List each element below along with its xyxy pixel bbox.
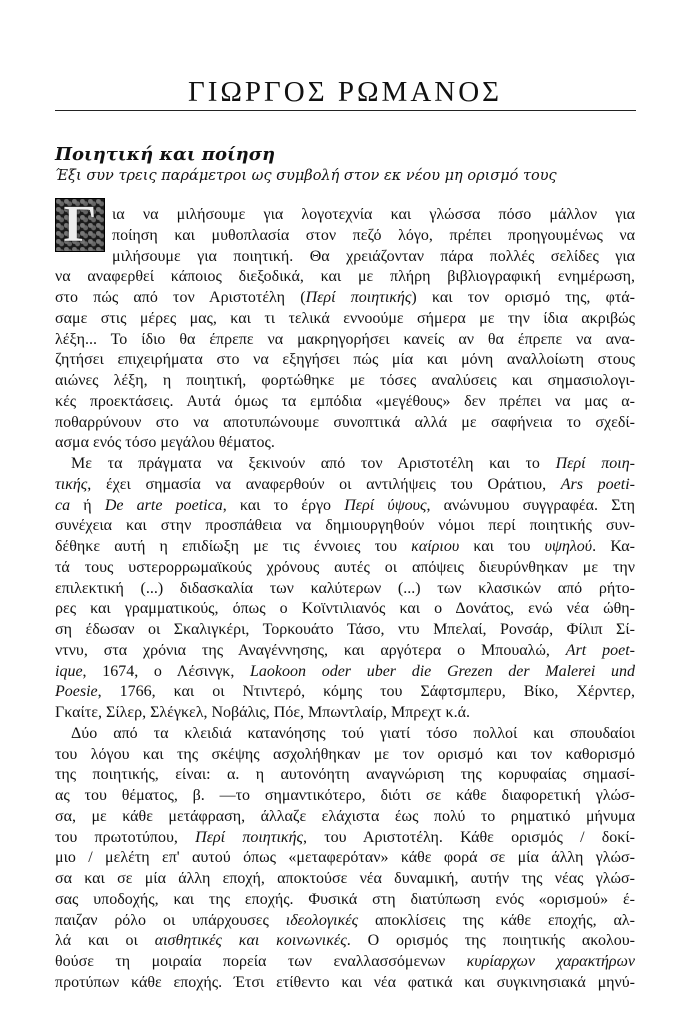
text-segment: , 1766, και οι Ντιντερό, κόμης του Σάφτσμπερυ, Βίκο, Χέρντερ, bbox=[97, 683, 635, 701]
italic-text: Περί ύψους bbox=[344, 496, 427, 514]
text-line bbox=[55, 516, 635, 537]
text-segment: συνέχεια και στην προσπάθεια να δημιουργηθούν νόμοι περί ποιητικής συν- bbox=[55, 517, 635, 535]
text-segment: ασμα ενός τόσο μεγάλου θέματος. bbox=[55, 434, 275, 452]
text-segment: , του Αριστοτέλη. Κάθε ορισμός / δοκί- bbox=[303, 828, 635, 846]
text-line bbox=[55, 662, 635, 683]
text-segment: Με τα πράγματα να ξεκινούν από τον Αριστοτέλη και το bbox=[71, 455, 556, 472]
italic-text: De arte poetica bbox=[104, 496, 223, 514]
italic-text: καίριου bbox=[411, 538, 460, 555]
text-line bbox=[55, 786, 635, 807]
text-line bbox=[55, 330, 635, 351]
text-segment: της ποιητικής, είναι: α. η αυτονόητη αναγνώριση της κορυφαίας σημασί- bbox=[55, 766, 635, 784]
italic-text: Περί ποιη- bbox=[555, 455, 635, 472]
text-line bbox=[55, 205, 635, 226]
text-segment: αποκλίσεις της κάθε εποχής, αλ- bbox=[358, 911, 635, 929]
text-segment: κές προεκτάσεις. Αυτά όμως τα εμπόδια «μεγέθους» δεν πρέπει να μας α- bbox=[55, 392, 635, 410]
italic-text: Laokoon oder uber die Grezen der Malerei und bbox=[250, 662, 636, 680]
text-line bbox=[55, 828, 635, 849]
italic-text: αισθητικές και κοινωνικές bbox=[154, 932, 347, 950]
text-line bbox=[55, 807, 635, 828]
text-segment: τά τους υστερορρωμαϊκούς χρόνους αυτές οι απόψεις διευρύνθηκαν με την bbox=[55, 558, 635, 576]
text-line bbox=[55, 454, 635, 475]
italic-text: κυρίαρχων χαρακτήρων bbox=[466, 953, 635, 970]
text-segment: ποίηση και μυθοπλασία στον πεζό λόγο, πρέπει προηγουμένως να bbox=[112, 226, 635, 244]
italic-text: ca bbox=[55, 496, 71, 514]
text-segment: ντνυ, στα χρόνια της Αναγέννησης, και αργότερα ο Μπουαλώ, bbox=[55, 641, 566, 659]
text-segment: ή bbox=[70, 496, 105, 514]
section-subtitle: Έξι συν τρεις παράμετροι ως συμβολή στον εκ νέου μη ορισμό τους bbox=[55, 168, 557, 184]
text-line bbox=[55, 267, 635, 288]
text-line bbox=[55, 599, 635, 620]
text-segment: Δύο από τα κλειδιά κατανόησης τού γιατί τόσο πολλοί και σπουδαίοι bbox=[71, 724, 635, 742]
text-segment: Γκαίτε, Σίλερ, Σλέγκελ, Νοβάλις, Πόε, Μπωντλαίρ, Μπρεχτ κ.ά. bbox=[55, 704, 470, 721]
text-segment: . Ο ορισμός της ποιητικής ακολου- bbox=[346, 932, 635, 950]
italic-text: τικής bbox=[55, 475, 88, 493]
text-line bbox=[55, 288, 635, 309]
drop-cap-letter: Γ bbox=[63, 196, 97, 253]
text-segment: παιζαν ρόλο οι υπάρχουσες bbox=[55, 911, 286, 929]
text-segment: σαμε στις μέρες μας, και τι τελικά εννοούμε σήμερα με την ίδια ακριβώς bbox=[55, 309, 635, 327]
text-line bbox=[55, 392, 635, 413]
text-line bbox=[55, 911, 635, 932]
text-segment: του πρωτοτύπου, bbox=[55, 828, 196, 846]
text-line bbox=[55, 931, 635, 952]
text-segment: , 1674, ο Λέσινγκ, bbox=[82, 662, 251, 680]
italic-text: Poesie bbox=[55, 683, 98, 701]
italic-text: ιδεολογικές bbox=[285, 911, 359, 929]
text-segment: σα και σε μία άλλη εποχή, αποκτούσε νέα δυναμική, αυτήν της νέας γλώσ- bbox=[55, 870, 635, 887]
text-segment: επιλεκτική (...) διδασκαλία των καλύτερων (...) των κλασικών από ρήτο- bbox=[55, 579, 635, 597]
text-line bbox=[55, 558, 635, 579]
text-segment: ποθαρρύνουν στο να αποτυπώνουμε συνοπτικά αλλά με σαφήνεια το σχεδί- bbox=[55, 413, 635, 431]
text-segment: προτύπων κάθε εποχής. Έτσι ετίθεντο και νέα φατικά και συγκινησιακά μηνύ- bbox=[55, 973, 635, 991]
text-line bbox=[55, 371, 635, 392]
page-header-author: ΓΙΩΡΓΟΣ ΡΩΜΑΝΟΣ bbox=[187, 76, 503, 108]
text-segment: θούσε τη μοιραία πορεία των εναλλασσόμενων bbox=[55, 953, 467, 970]
text-line bbox=[55, 703, 635, 724]
text-segment: και του bbox=[459, 538, 545, 555]
italic-text: υψηλού bbox=[544, 538, 593, 555]
text-segment: ας του θέματος, β. —το σημαντικότερο, διότι σε κάθε διαφορετική γλώσ- bbox=[55, 787, 635, 804]
text-segment: ια να μιλήσουμε για λογοτεχνία και γλώσσα πόσο μάλλον για bbox=[112, 206, 635, 223]
text-segment: , και το έργο bbox=[222, 496, 345, 514]
text-line bbox=[55, 579, 635, 600]
text-segment: ζητήσει επιχειρήματα στο να εξηγήσει πώς μία και μόνη αναλλοίωτη στους bbox=[55, 351, 635, 369]
text-segment: αιώνες λέξη, η ποιητική, φορτώθηκε με τόσες αναλύσεις και σημασιολογι- bbox=[55, 372, 635, 389]
text-line bbox=[55, 537, 635, 558]
italic-text: Περί ποιητικής bbox=[195, 828, 304, 846]
header-rule bbox=[55, 110, 636, 111]
section-heading: Ποιητική και ποίηση bbox=[55, 144, 276, 165]
italic-text: Περί ποιητικής bbox=[305, 289, 412, 306]
text-line bbox=[55, 952, 635, 973]
text-line bbox=[55, 724, 635, 745]
text-line bbox=[55, 413, 635, 434]
text-line bbox=[55, 641, 635, 662]
text-line bbox=[55, 869, 635, 890]
text-line bbox=[55, 247, 635, 268]
text-segment: μιο / μελέτη επ' αυτού όπως «μεταφερόταν» κάθε φορά σε μία άλλη γλώσ- bbox=[55, 849, 635, 867]
text-segment: . Κα- bbox=[592, 538, 636, 555]
text-segment: να αναφερθεί κάποιος διεξοδικά, και με πλήρη βιβλιογραφική ενημέρωση, bbox=[55, 268, 635, 286]
text-line bbox=[55, 350, 635, 371]
text-segment: μιλήσουμε για ποιητική. Θα χρειάζονταν πάρα πολλές σελίδες για bbox=[112, 247, 635, 265]
text-segment: λά και οι bbox=[55, 932, 155, 950]
text-line bbox=[55, 973, 635, 994]
text-segment: δέθηκε αυτή η επιδίωξη με τις έννοιες του bbox=[55, 538, 412, 555]
text-segment: , έχει σημασία να αναφερθούν οι αντιλήψεις του Οράτιου, bbox=[87, 475, 561, 493]
italic-text: ique bbox=[55, 662, 83, 680]
text-segment: στο πώς από τον Αριστοτέλη ( bbox=[55, 289, 306, 306]
text-line bbox=[55, 745, 635, 766]
text-segment: ) και τον ορισμό της, φτά- bbox=[411, 289, 635, 306]
text-line bbox=[55, 890, 635, 911]
text-segment: του λόγου και της σκέψης ασχολήθηκαν με τον ορισμό και τον καθορισμό bbox=[55, 745, 635, 763]
text-segment: ση έδωσαν οι Σκαλιγκέρι, Τορκουάτο Τάσο, ντυ Μπελαί, Ρονσάρ, Φίλιπ Σί- bbox=[55, 621, 635, 638]
text-line bbox=[55, 682, 635, 703]
body-text bbox=[55, 205, 635, 994]
text-line bbox=[55, 620, 635, 641]
text-line bbox=[55, 475, 635, 496]
text-line bbox=[55, 226, 635, 247]
italic-text: Art poet- bbox=[565, 641, 635, 659]
italic-text: Ars poeti- bbox=[560, 475, 636, 493]
text-line bbox=[55, 765, 635, 786]
text-segment: σας υποδοχής, και της εποχής. Φυσικά στη διατύπωση ενός «ορισμού» έ- bbox=[55, 890, 635, 908]
text-segment: ρες και γραμματικούς, όπως ο Κοϊντιλιανός και ο Δονάτος, ενώ νέα ώθη- bbox=[55, 600, 635, 618]
text-line bbox=[55, 433, 635, 454]
text-line bbox=[55, 309, 635, 330]
text-segment: λέξη... Το ίδιο θα έπρεπε να μακρηγορήσει κανείς αν θα έπρεπε να ανα- bbox=[55, 330, 635, 348]
text-line bbox=[55, 496, 635, 517]
text-segment: σα, με κάθε μετάφραση, άλλαζε ελάχιστα έως πολύ το ρηματικό μήνυμα bbox=[55, 807, 635, 825]
text-line bbox=[55, 848, 635, 869]
text-segment: , ανώνυμου συγγραφέα. Στη bbox=[426, 496, 636, 514]
